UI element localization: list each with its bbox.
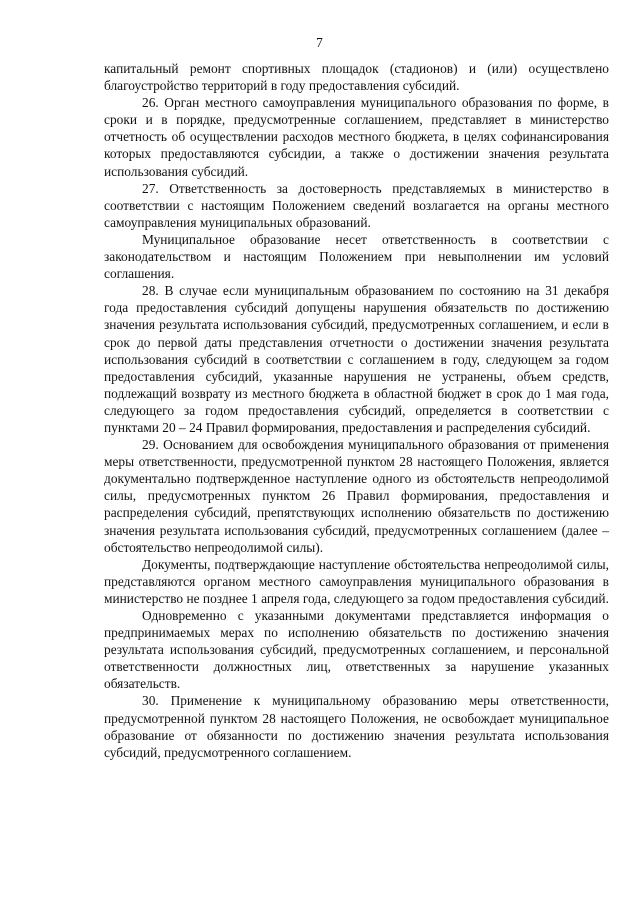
paragraph-30: 30. Применение к муниципальному образованию меры ответственности, предусмотренной пунктом 28 настоящего Положения, не освобождает муниципальное образование от обязанности по достижению значения результата использования субсидий, предусмотренного соглашением. <box>104 693 609 760</box>
paragraph-continuation: капитальный ремонт спортивных площадок (стадионов) и (или) осуществлено благоустройство территорий в году предоставления субсидий. <box>104 61 609 94</box>
paragraph-29-documents: Документы, подтверждающие наступление обстоятельства непреодолимой силы, представляются органом местного самоуправления муниципального образования в министерство не позднее 1 апреля года, следующего за годом предоставления субсидий. <box>104 556 609 606</box>
paragraph-29-information: Одновременно с указанными документами представляется информация о предпринимаемых мерах по исполнению обязательств по достижению значения результата использования субсидий, предусмотренных соглашением, и персональной ответственности должностных лиц, ответственных за нарушение указанных обязательств. <box>104 608 609 692</box>
paragraph-27-responsibility: Муниципальное образование несет ответственность в соответствии с законодательством и настоящим Положением при невыполнении им условий соглашения. <box>104 231 609 282</box>
page-number: 7 <box>316 35 323 50</box>
paragraph-27: 27. Ответственность за достоверность представляемых в министерство в соответствии с настоящим Положением сведений возлагается на органы местного самоуправления муниципальных образований. <box>104 180 609 230</box>
paragraph-26: 26. Орган местного самоуправления муниципального образования по форме, в сроки и в порядке, предусмотренные соглашением, представляет в министерство отчетность об осуществлении расходов местного бюджета, в целях софинансирования которых предоставляются субсидии, а также о достижении значения результата использования субсидий. <box>104 95 609 179</box>
paragraph-28: 28. В случае если муниципальным образованием по состоянию на 31 декабря года предоставления субсидий допущены нарушения обязательств по достижению значения результата использования субсидий, предусмотренных соглашением, и если в срок до первой даты представления отчетности о достижении значения результата использования субсидий в соответствии с соглашением в году, следующем за годом предоставления субсидий, указанные нарушения не устранены, объем средств, подлежащий возврату из местного бюджета в областной бюджет в срок до 1 мая года, следующего за годом предоставления субсидий, определяется в соответствии с пунктами 20 – 24 Правил формирования, предоставления и распределения субсидий. <box>104 283 609 435</box>
document-body <box>104 60 609 761</box>
paragraph-29: 29. Основанием для освобождения муниципального образования от применения меры ответственности, предусмотренной пунктом 28 настоящего Положения, является документально подтвержденное наступление одного из обстоятельств непреодолимой силы, предусмотренных пунктом 26 Правил формирования, предоставления и распределения субсидий, препятствующих исполнению обязательств по достижению значения результата использования субсидий, предусмотренных соглашением (далее – обстоятельство непреодолимой силы). <box>104 437 609 555</box>
